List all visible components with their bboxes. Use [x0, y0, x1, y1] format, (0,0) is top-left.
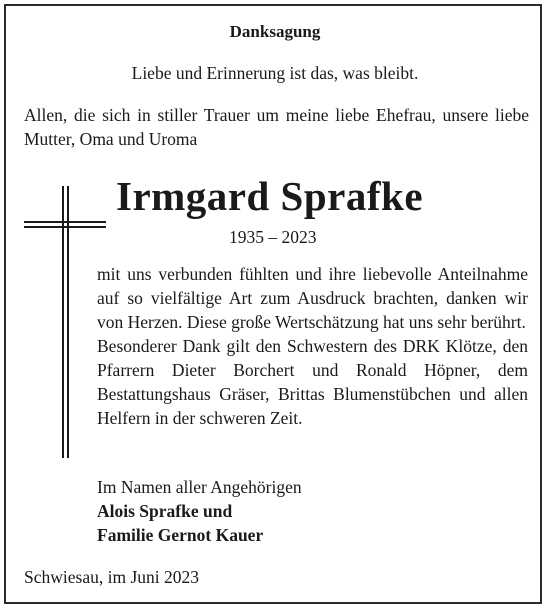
signer-2: Familie Gernot Kauer — [97, 525, 264, 545]
notice-body — [97, 262, 528, 430]
deceased-name: Irmgard Sprafke — [116, 173, 424, 219]
notice-motto: Liebe und Erinnerung ist das, was bleibt. — [131, 63, 419, 83]
cross-icon — [24, 186, 106, 458]
notice-heading: Danksagung — [229, 22, 321, 41]
body-paragraph-1: mit uns verbunden fühlten und ihre liebevolle Anteilnahme auf so vielfältige Art zum Ausdruck brachten, danken wir von Herzen. Diese große Wertschätzung hat uns sehr berührt. — [97, 264, 528, 332]
signer-1: Alois Sprafke und — [97, 501, 233, 521]
notice-intro: Allen, die sich in stiller Trauer um meine liebe Ehefrau, unsere liebe Mutter, Oma und Uroma — [24, 105, 529, 149]
life-dates: 1935 – 2023 — [229, 227, 317, 247]
place-date: Schwiesau, im Juni 2023 — [24, 567, 199, 587]
closing-line: Im Namen aller Angehörigen — [97, 477, 302, 497]
body-paragraph-2: Besonderer Dank gilt den Schwestern des DRK Klötze, den Pfarrern Dieter Borchert und Ronald Höpner, dem Bestattungshaus Gräser, Brittas Blumenstübchen und allen Helfern in der schweren Zeit. — [97, 336, 528, 428]
closing-block — [97, 475, 528, 547]
